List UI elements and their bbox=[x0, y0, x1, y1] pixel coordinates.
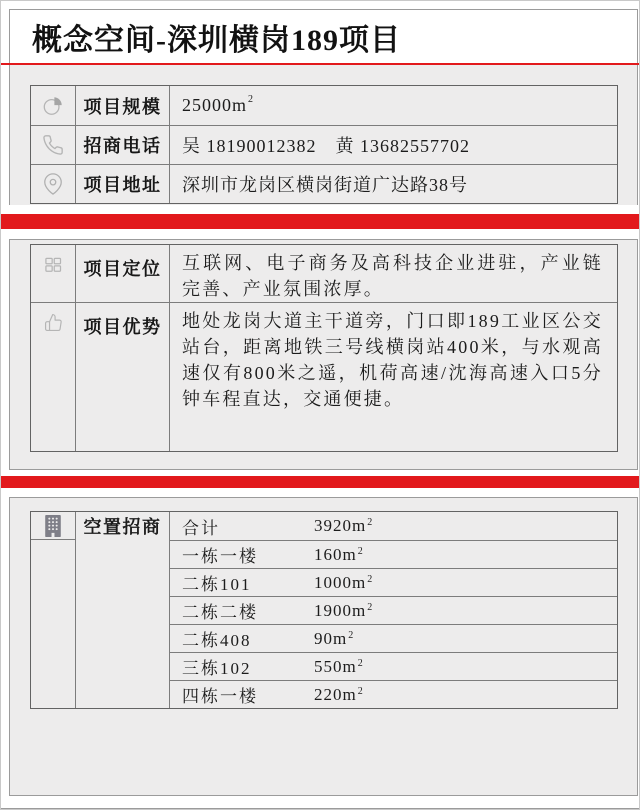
vacancy-row bbox=[170, 652, 617, 680]
table-row-advantages bbox=[31, 302, 617, 451]
grid-icon bbox=[31, 245, 75, 302]
row-label: 项目优势 bbox=[75, 303, 169, 451]
unit-area: $1900m^2$ bbox=[314, 600, 374, 620]
row-value: 互联网、电子商务及高科技企业进驻，产业链完善、产业氛围浓厚。 bbox=[169, 245, 617, 302]
unit-name: 二栋101 bbox=[182, 575, 252, 594]
phone-icon bbox=[31, 126, 75, 164]
vacancy-label: 空置招商 bbox=[83, 517, 162, 537]
row-label: 项目规模 bbox=[75, 86, 169, 125]
project-info-table bbox=[30, 85, 618, 204]
unit-name: 一栋一楼 bbox=[182, 547, 258, 566]
location-pin-icon bbox=[31, 165, 75, 203]
vacancy-row bbox=[170, 568, 617, 596]
vacancy-row bbox=[170, 512, 617, 540]
unit-area: $3920m^2$ bbox=[314, 516, 374, 535]
row-value: 地处龙岗大道主干道旁，门口即189工业区公交站台，距离地铁三号线横岗站400米，与水观高速仅有800米之遥，机荷高速/沈海高速入口5分钟车程直达，交通便捷。 bbox=[169, 303, 617, 451]
unit-area: $160m^2$ bbox=[314, 544, 364, 564]
title-underline bbox=[1, 63, 640, 65]
red-divider-bar bbox=[1, 214, 640, 229]
row-label: 招商电话 bbox=[75, 126, 169, 164]
vacancy-rows bbox=[170, 512, 617, 708]
vacancy-row bbox=[170, 540, 617, 568]
title-bar bbox=[10, 10, 637, 64]
row-label: 项目地址 bbox=[75, 165, 169, 203]
project-detail-table bbox=[30, 244, 618, 452]
area-number: 25000 bbox=[182, 95, 232, 115]
section-divider bbox=[1, 470, 640, 497]
table-row-address bbox=[31, 164, 617, 203]
unit-area: $90m^2$ bbox=[314, 628, 355, 648]
red-divider-bar bbox=[1, 476, 640, 488]
table-row-positioning bbox=[31, 245, 617, 302]
unit-name: 三栋102 bbox=[182, 659, 252, 678]
section-divider bbox=[1, 205, 640, 239]
area-unit-sup: 2 bbox=[248, 94, 255, 105]
unit-name: 二栋408 bbox=[182, 631, 252, 650]
table-row-scale bbox=[31, 86, 617, 125]
vacancy-icon-column bbox=[31, 512, 75, 708]
area-unit: m bbox=[232, 95, 248, 115]
unit-area: $1000m^2$ bbox=[314, 572, 374, 592]
vacancy-row bbox=[170, 680, 617, 708]
unit-name: 二栋二楼 bbox=[182, 603, 258, 622]
vacancy-table bbox=[30, 511, 618, 709]
thumbs-up-icon bbox=[31, 303, 75, 451]
row-value: 深圳市龙岗区横岗街道广达路38号 bbox=[169, 165, 617, 203]
unit-area: $550m^2$ bbox=[314, 656, 364, 676]
building-icon bbox=[31, 512, 75, 540]
table-row-phone bbox=[31, 125, 617, 164]
vacancy-row bbox=[170, 596, 617, 624]
unit-name: 合计 bbox=[182, 518, 220, 538]
unit-area: $220m^2$ bbox=[314, 684, 364, 704]
unit-name: 四栋一楼 bbox=[182, 687, 258, 706]
vacancy-row bbox=[170, 624, 617, 652]
row-value bbox=[169, 86, 617, 125]
row-label: 项目定位 bbox=[75, 245, 169, 302]
pie-chart-icon bbox=[31, 86, 75, 125]
row-value: 吴 18190012382 黄 13682557702 bbox=[169, 126, 617, 164]
vacancy-label-column bbox=[75, 512, 170, 708]
page-title: 概念空间-深圳横岗189项目 bbox=[32, 24, 401, 57]
footer-band bbox=[1, 796, 640, 810]
